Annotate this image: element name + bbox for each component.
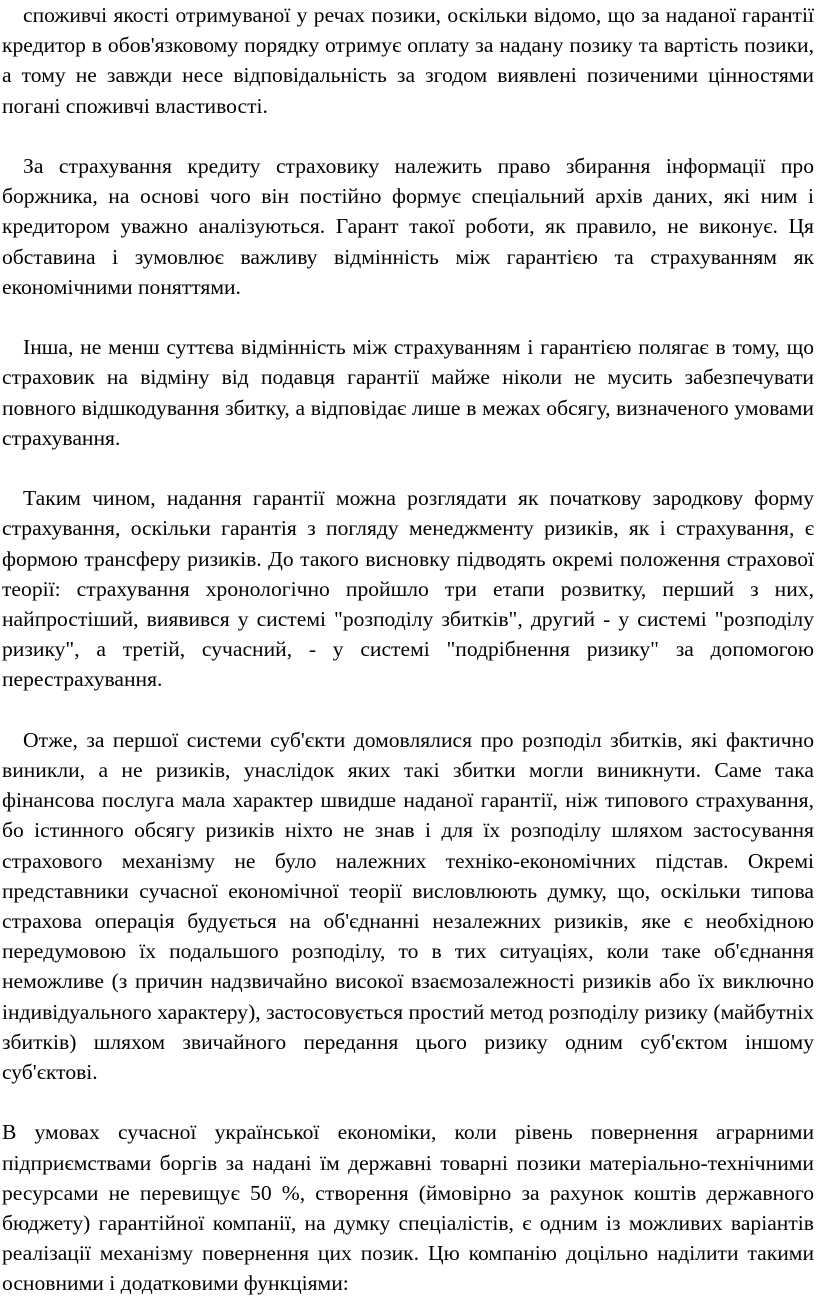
paragraph-4: Таким чином, надання гарантії можна розглядати як початкову зародкову форму страхування, оскільки гарантія з погляду менеджменту ризиків, як і страхування, є формою трансферу ризиків. До такого висновку підводять окремі положення страхової теорії: страхування хронологічно пройшло три етапи розвитку, перший з них, найпростіший, виявився у системі "розподілу збитків", другий - у системі "розподілу ризику", а третій, сучасний, - у системі "подрібнення ризику" за допомогою перестрахування. <box>2 486 814 692</box>
paragraph-6: В умовах сучасної української економіки, коли рівень повернення аграрними підприємствами боргів за надані їм державні товарні позики матеріально-технічними ресурсами не перевищує 50 %, створення (ймовірно за рахунок коштів державного бюджету) гарантійної компанії, на думку спеціалістів, є одним із можливих варіантів реалізації механізму повернення цих позик. Цю компанію доцільно наділити такими основними і додатковими функціями: <box>2 1120 814 1296</box>
paragraph-5: Отже, за першої системи суб'єкти домовлялися про розподіл збитків, які фактично виникли, а не ризиків, унаслідок яких такі збитки могли виникнути. Саме така фінансова послуга мала характер швидше наданої гарантії, ніж типового страхування, бо істинного обсягу ризиків ніхто не знав і для їх розподілу шляхом застосування страхового механізму не було належних техніко-економічних підстав. Окремі представники сучасної економічної теорії висловлюють думку, що, оскільки типова страхова операція будується на об'єднанні незалежних ризиків, яке є необхідною передумовою їх подальшого розподілу, то в тих ситуаціях, коли таке об'єднання неможливе (з причин надзвичайно високої взаємозалежності ризиків або їх виключно індивідуального характеру), застосовується простий метод розподілу ризику (майбутніх збитків) шляхом звичайного передання цього ризику одним суб'єктом іншому суб'єктові. <box>2 727 814 1085</box>
paragraph-2: За страхування кредиту страховику належить право збирання інформації про боржника, на основі чого він постійно формує спеціальний архів даних, які ним і кредитором уважно аналізуються. Гарант такої роботи, як правило, не виконує. Ця обставина і зумовлює важливу відмінність між гарантією та страхуванням як економічними поняттями. <box>2 154 814 299</box>
paragraph-1: споживчі якості отримуваної у речах позики, оскільки відомо, що за наданої гарантії кредитор в обов'язковому порядку отримує оплату за надану позику та вартість позики, а тому не завжди несе відповідальність за згодом виявлені позиченими цінностями погані споживчі властивості. <box>2 3 814 118</box>
paragraph-3: Інша, не менш суттєва відмінність між страхуванням і гарантією полягає в тому, що страховик на відміну від подавця гарантії майже ніколи не мусить забезпечувати повного відшкодування збитку, а відповідає лише в межах обсягу, визначеного умовами страхування. <box>2 335 814 450</box>
